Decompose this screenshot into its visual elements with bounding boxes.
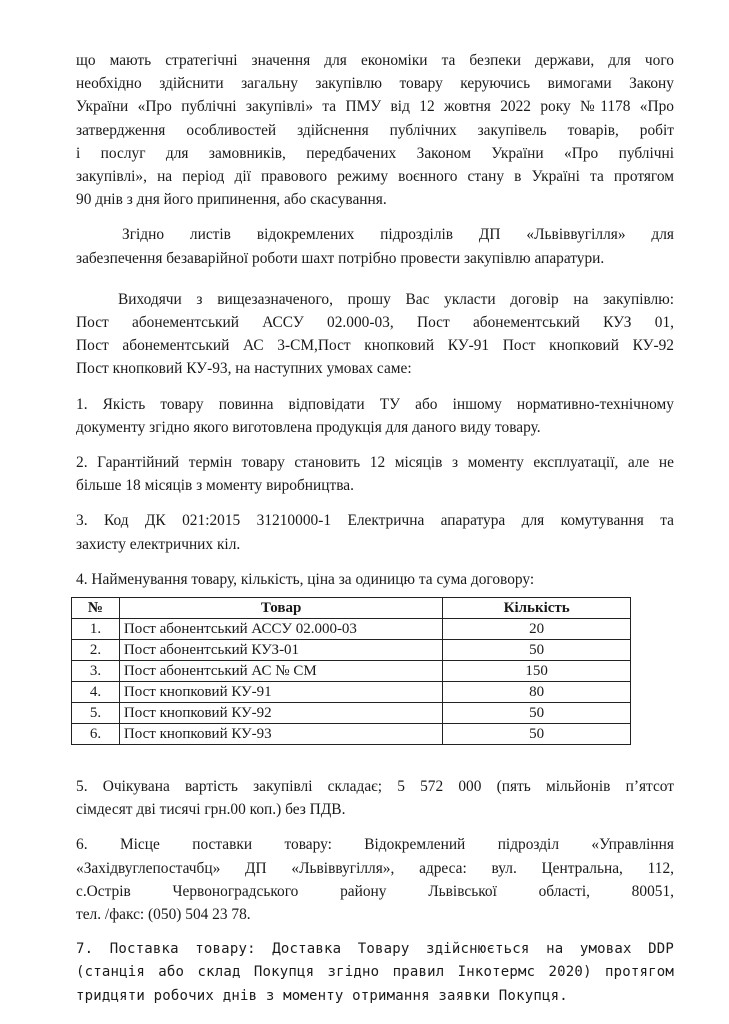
text-line: закупівлі», на період дії правового режиму воєнного стану в Україні та протягом: [76, 168, 674, 186]
row-item: Пост абонентський АССУ 02.000-03: [119, 619, 442, 640]
text-line: 3. Код ДК 021:2015 31210000-1 Електрична апаратура для комутування та: [76, 512, 674, 530]
text-line: Пост абонементський АССУ 02.000-03, Пост абонементський КУЗ 01,: [76, 314, 674, 332]
text-line: 2. Гарантійний термін товару становить 12 місяців з моменту експлуатації, але не: [76, 454, 674, 472]
text-line: 7. Поставка товару: Доставка Товару здійснюється на умовах DDP: [76, 941, 674, 958]
table-row: [72, 682, 631, 703]
text-line: України «Про публічні закупівлі» та ПМУ від 12 жовтня 2022 року №1178 «Про: [76, 98, 674, 116]
text-line: 6. Місце поставки товару: Відокремлений підрозділ «Управління: [76, 836, 674, 854]
condition-2: [76, 451, 674, 497]
header-goods: Товар: [119, 598, 442, 619]
condition-1: [76, 393, 674, 439]
header-number: №: [72, 598, 120, 619]
row-item: Пост кнопковий КУ-92: [119, 703, 442, 724]
text-line: захисту електричних кіл.: [76, 535, 241, 553]
row-number: 2.: [72, 640, 120, 661]
text-line: Пост абонементський АС 3-СМ,Пост кнопковий КУ-91 Пост кнопковий КУ-92: [76, 337, 674, 355]
row-number: 3.: [72, 661, 120, 682]
condition-3: [76, 509, 674, 555]
text-line: що мають стратегічні значення для економіки та безпеки держави, для чого: [76, 52, 674, 69]
request-paragraph: [76, 288, 674, 381]
text-line: затвердження особливостей здійснення публічних закупівель товарів, робіт: [76, 121, 674, 139]
letters-paragraph: [76, 223, 674, 269]
table-row: [72, 724, 631, 745]
table-row: [72, 619, 631, 640]
intro-paragraph: [76, 49, 674, 211]
row-item: Пост кнопковий КУ-93: [119, 724, 442, 745]
text-line: тел. /факс: (050) 504 23 78.: [76, 906, 251, 924]
text-line: Згідно листів відокремлених підрозділів ДП «Львіввугілля» для: [122, 226, 674, 244]
condition-6: [76, 833, 674, 926]
row-quantity: 20: [443, 619, 631, 640]
table-row: [72, 661, 631, 682]
text-line: «Західвуглепостачбц» ДП «Львіввугілля», адреса: вул. Центральна, 112,: [76, 859, 674, 877]
row-number: 6.: [72, 724, 120, 745]
condition-7: [76, 938, 674, 1008]
text-line: сімдесят дві тисячі грн.00 коп.) без ПДВ.: [76, 801, 346, 819]
text-line: тридцяти робочих днів з моменту отримання заявки Покупця.: [76, 987, 568, 1004]
text-line: (станція або склад Покупця згідно правил Інкотермс 2020) протягом: [76, 964, 674, 981]
row-item: Пост абонентський КУЗ-01: [119, 640, 442, 661]
table-header-row: [72, 598, 631, 619]
row-number: 4.: [72, 682, 120, 703]
row-quantity: 80: [443, 682, 631, 703]
row-quantity: 150: [443, 661, 631, 682]
table-row: [72, 703, 631, 724]
row-quantity: 50: [443, 703, 631, 724]
text-line: і послуг для замовників, передбачених Законом України «Про публічні: [76, 144, 674, 162]
text-line: документу згідно якого виготовлена продукція для даного виду товару.: [76, 418, 541, 436]
text-line: 1. Якість товару повинна відповідати ТУ або іншому нормативно-технічному: [76, 395, 674, 413]
row-quantity: 50: [443, 724, 631, 745]
condition-4: 4. Найменування товару, кількість, ціна за одиницю та сума договору:: [76, 570, 535, 588]
condition-5: [76, 775, 674, 821]
row-quantity: 50: [443, 640, 631, 661]
text-line: 5. Очікувана вартість закупівлі складає; 5 572 000 (пять мільйонів п’ятсот: [76, 778, 674, 796]
goods-table: [71, 597, 631, 745]
row-number: 1.: [72, 619, 120, 640]
text-line: 90 днів з дня його припинення, або скасування.: [76, 191, 387, 209]
header-quantity: Кількість: [443, 598, 631, 619]
text-line: с.Острів Червоноградського району Львівської області, 80051,: [76, 882, 674, 900]
row-item: Пост кнопковий КУ-91: [119, 682, 442, 703]
row-item: Пост абонентський АС № СМ: [119, 661, 442, 682]
text-line: необхідно здійснити загальну закупівлю товару керуючись вимогами Закону: [76, 75, 674, 93]
text-line: забезпечення безаварійної роботи шахт потрібно провести закупівлю апаратури.: [76, 249, 605, 267]
text-line: Пост кнопковий КУ-93, на наступних умовах саме:: [76, 360, 412, 378]
text-line: Виходячи з вищезазначеного, прошу Вас укласти договір на закупівлю:: [118, 290, 674, 308]
text-line: більше 18 місяців з моменту виробництва.: [76, 477, 354, 495]
table-row: [72, 640, 631, 661]
row-number: 5.: [72, 703, 120, 724]
